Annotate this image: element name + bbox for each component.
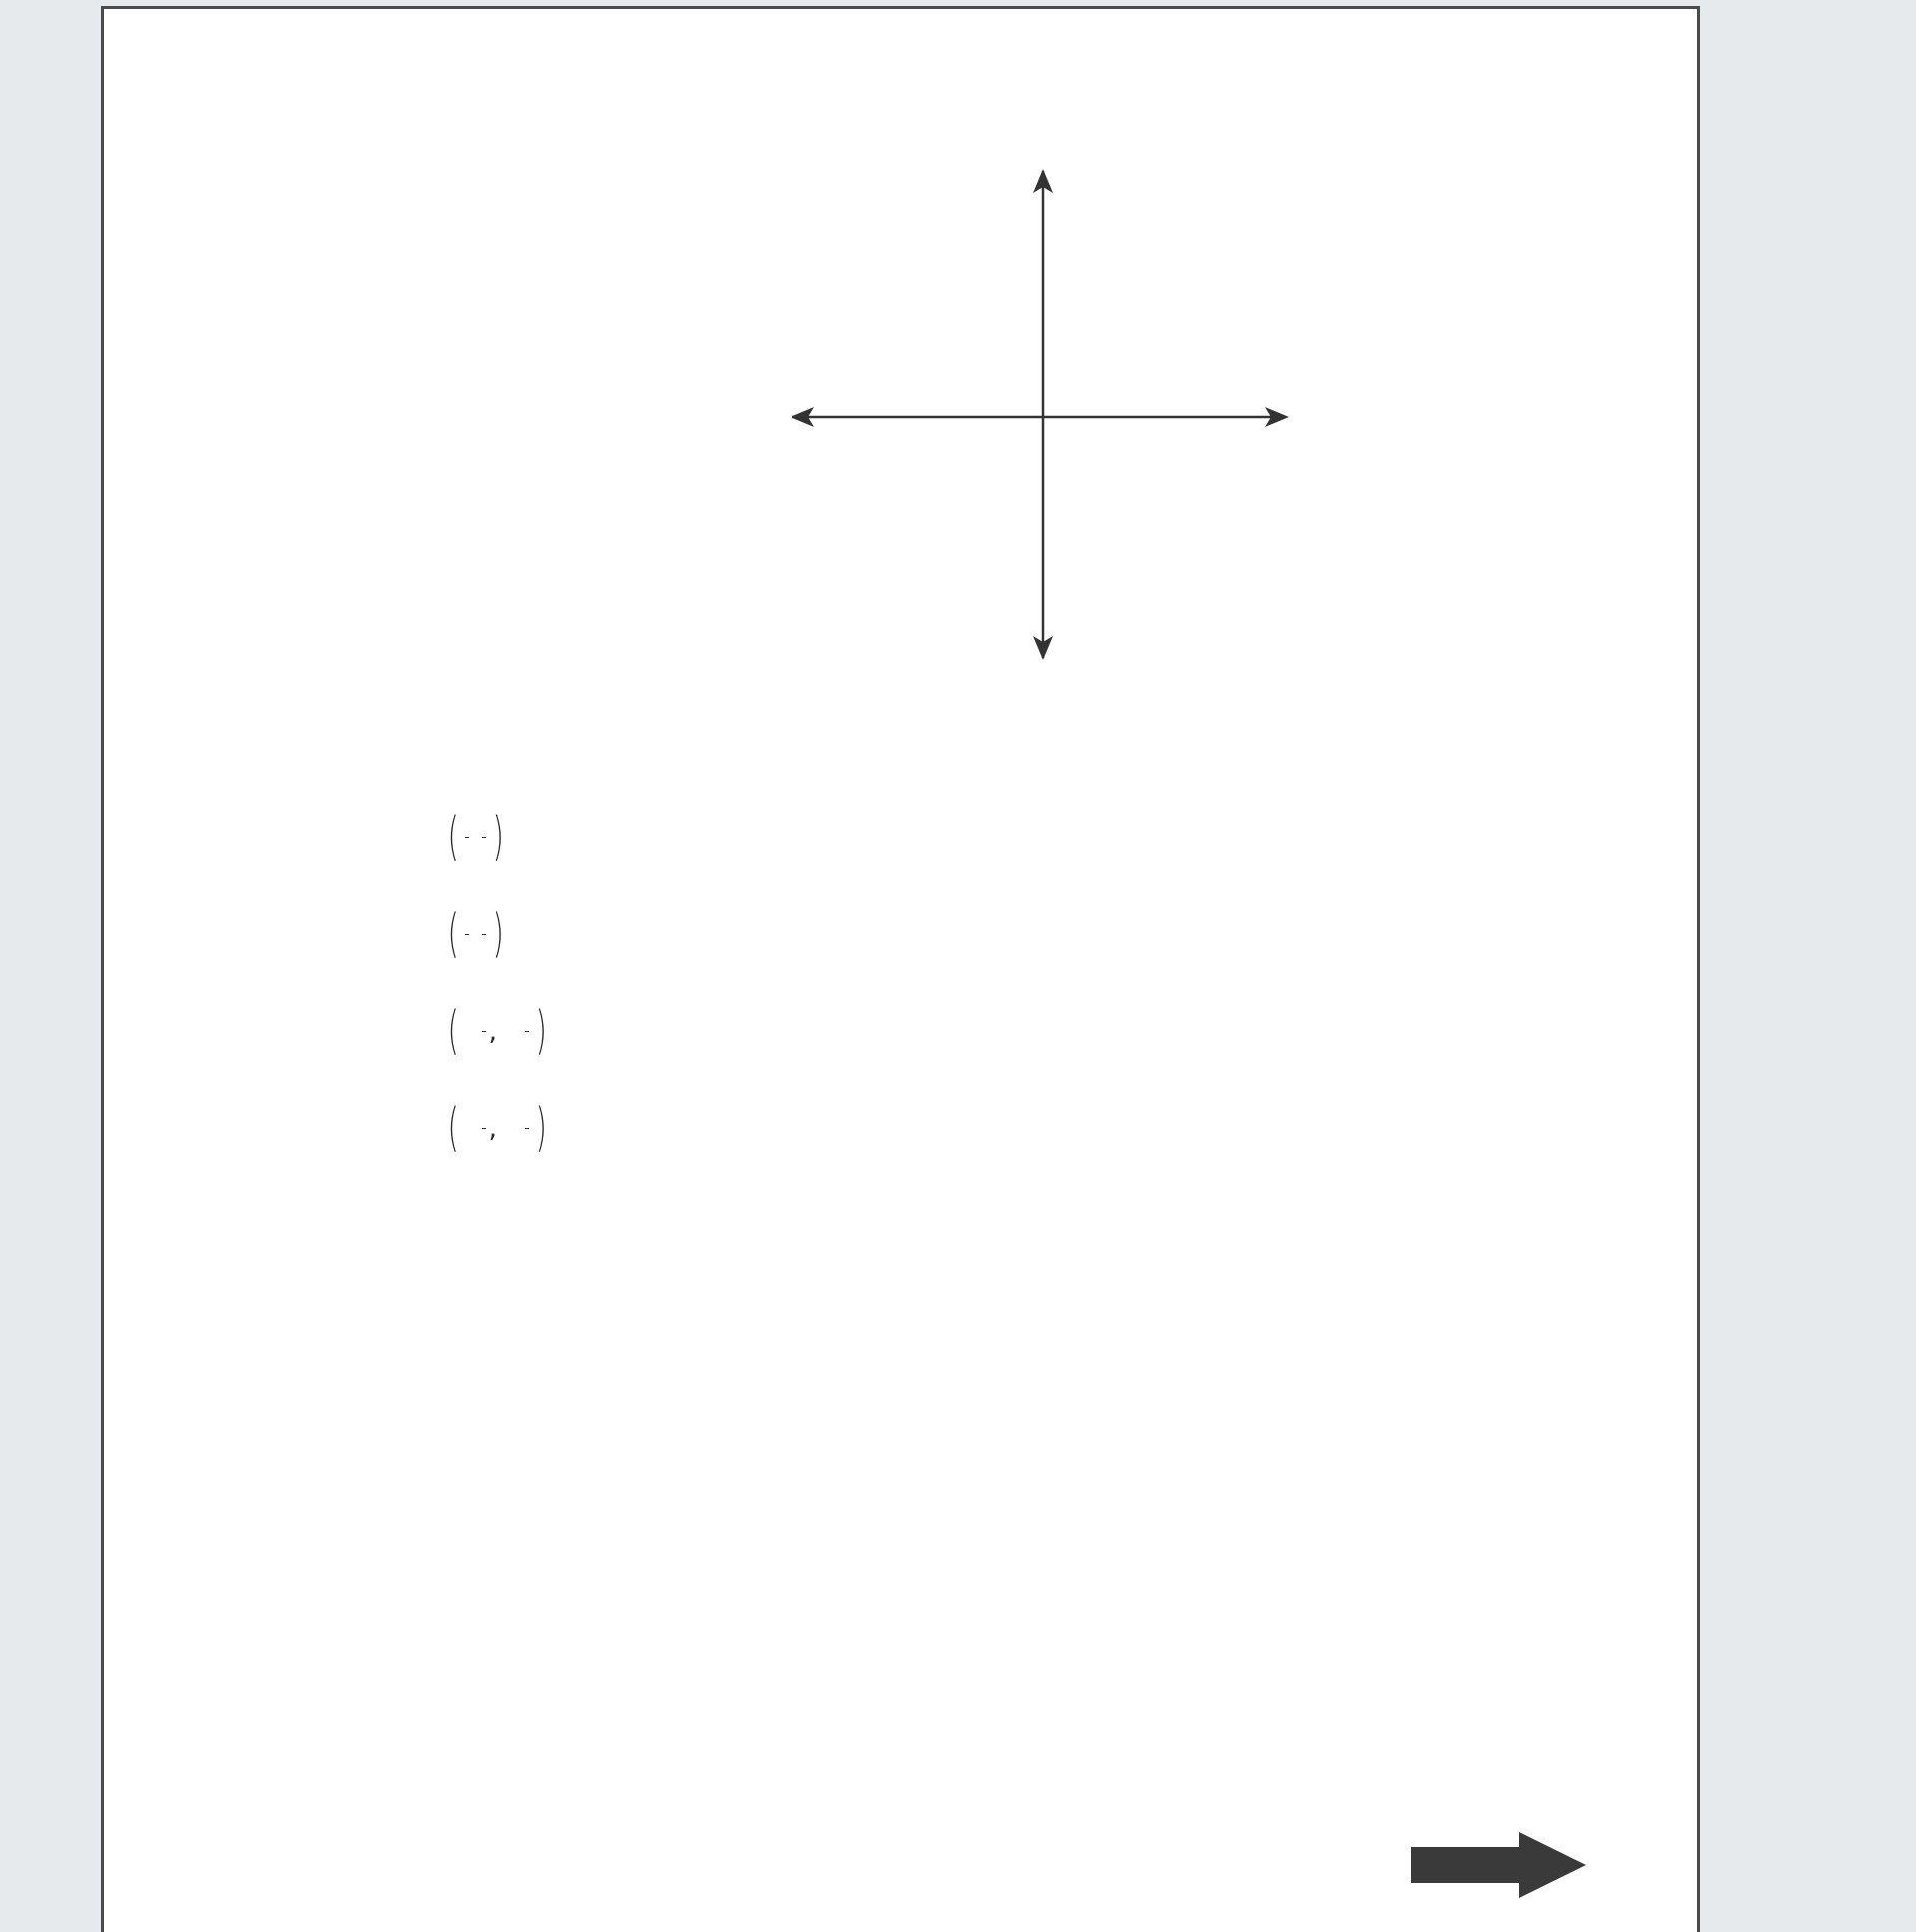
fraction	[465, 836, 469, 839]
answer-choice-c[interactable]	[393, 1001, 551, 1061]
y-axis	[1033, 169, 1053, 660]
test-page	[101, 6, 1700, 1932]
choice-expression: ( )	[447, 807, 504, 867]
coordinate-graph	[792, 167, 1301, 676]
answer-choice-a[interactable]	[393, 807, 508, 867]
choice-expression: ( )	[447, 904, 504, 964]
fraction	[482, 836, 486, 839]
fraction	[482, 933, 486, 936]
answer-choice-d[interactable]	[393, 1098, 551, 1158]
answer-choice-b[interactable]	[393, 904, 508, 964]
fraction	[482, 1127, 486, 1130]
fraction	[525, 1127, 529, 1130]
fraction	[482, 1030, 486, 1033]
x-axis	[792, 407, 1289, 427]
fraction	[525, 1030, 529, 1033]
choice-expression: ( , )	[447, 1098, 547, 1158]
choice-expression: ( , )	[447, 1001, 547, 1061]
fraction	[465, 933, 469, 936]
go-on-label	[1415, 1848, 1525, 1880]
